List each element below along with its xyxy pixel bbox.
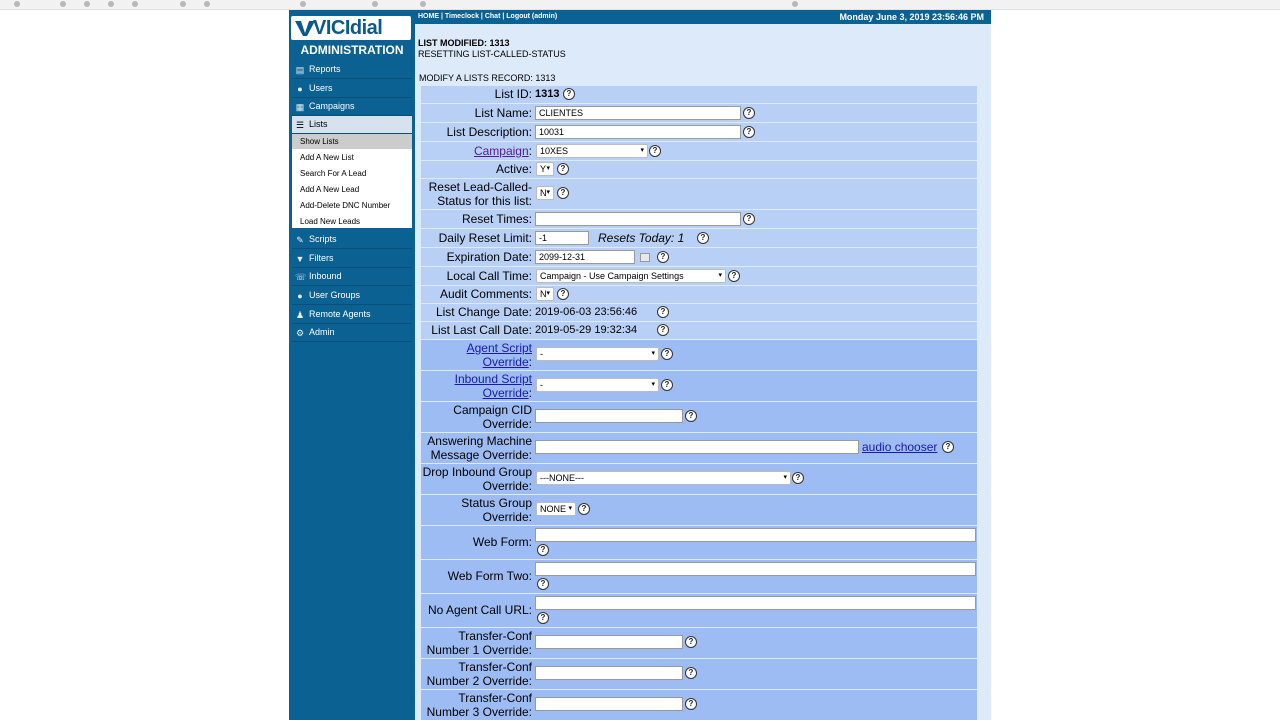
help-icon[interactable]: ? — [657, 306, 669, 318]
help-icon[interactable]: ? — [557, 288, 569, 300]
row-campaign — [421, 142, 977, 160]
browser-icon[interactable] — [14, 1, 20, 7]
help-icon[interactable]: ? — [685, 698, 697, 710]
list-description-label: List Description: — [446, 125, 532, 139]
web-form-two-input[interactable] — [535, 562, 976, 576]
row-active — [421, 161, 977, 178]
campaign-select[interactable] — [536, 144, 648, 158]
drop-inbound-group-label: Drop Inbound Group Override: — [422, 465, 532, 493]
chevron-down-icon: ▾ — [651, 381, 655, 388]
help-icon[interactable]: ? — [685, 667, 697, 679]
browser-toolbar-strip — [0, 0, 1280, 10]
help-icon[interactable]: ? — [728, 270, 740, 282]
chart-icon: ▤ — [295, 65, 305, 75]
submenu-load-new-leads[interactable]: Load New Leads — [300, 217, 361, 226]
timeclock-link[interactable]: Timeclock — [444, 13, 479, 20]
local-call-time-select-value: Campaign - Use Campaign Settings — [540, 271, 684, 281]
help-icon[interactable]: ? — [685, 636, 697, 648]
help-icon[interactable]: ? — [657, 324, 669, 336]
audit-comments-select[interactable] — [536, 287, 554, 301]
header-datetime: Monday June 3, 2019 23:56:46 PM — [839, 12, 984, 22]
link-separator: | — [478, 13, 485, 20]
row-list-last-call-date — [421, 322, 977, 339]
inbound-script-override-label: Inbound Script Override: — [454, 372, 532, 400]
gear-icon: ⚙ — [295, 328, 305, 338]
chevron-down-icon: ▾ — [651, 350, 655, 357]
row-transfer-conf-1 — [421, 628, 977, 658]
no-agent-call-url-label: No Agent Call URL: — [427, 603, 532, 617]
row-list-change-date — [421, 304, 977, 321]
sidebar-title: ADMINISTRATION — [300, 43, 404, 57]
list-name-label: List Name: — [474, 106, 532, 120]
list-last-call-date-label: List Last Call Date: — [431, 323, 532, 337]
row-audit-comments — [421, 286, 977, 303]
sidebar-item-users[interactable]: ● Users — [292, 80, 412, 98]
users-icon: ● — [297, 84, 303, 94]
transfer-conf-2-label: Transfer-Conf Number 2 Override: — [426, 660, 532, 688]
daily-reset-limit-label: Daily Reset Limit: — [438, 231, 532, 245]
link-separator: | — [500, 13, 507, 20]
calendar-icon[interactable] — [640, 253, 650, 262]
list-id-value: 1313 — [535, 88, 560, 100]
status-group-select-value: NONE — [540, 504, 567, 514]
campaigns-icon: ▦ — [295, 102, 305, 112]
submenu-search-lead[interactable]: Search For A Lead — [300, 169, 367, 178]
agent-script-select-value: - — [540, 349, 543, 359]
help-icon[interactable]: ? — [537, 544, 549, 556]
row-no-agent-call-url — [421, 594, 977, 627]
reset-lead-label: Reset Lead-Called- Status for this list: — [428, 180, 532, 208]
agent-script-link[interactable]: Agent Script Override — [466, 341, 532, 369]
logout-link[interactable]: Logout (admin) — [506, 13, 558, 20]
submenu-add-new-lead[interactable]: Add A New Lead — [300, 185, 360, 194]
reset-times-input[interactable] — [535, 212, 741, 226]
chevron-down-icon: ▾ — [783, 474, 787, 481]
help-icon[interactable]: ? — [557, 187, 569, 199]
browser-icon[interactable] — [132, 1, 138, 7]
row-local-call-time — [421, 267, 977, 285]
help-icon[interactable]: ? — [563, 88, 575, 100]
row-web-form — [421, 526, 977, 559]
audit-comments-label: Audit Comments: — [439, 287, 532, 301]
inbound-script-select-value: - — [540, 380, 543, 390]
web-form-two-label: Web Form Two: — [447, 569, 532, 583]
row-reset-times — [421, 210, 977, 228]
row-web-form-two — [421, 560, 977, 593]
campaign-label — [421, 144, 532, 158]
campaign-cid-input[interactable] — [535, 409, 683, 423]
help-icon[interactable]: ? — [657, 251, 669, 263]
browser-icon[interactable] — [792, 1, 798, 7]
sidebar-item-user-groups[interactable]: ● User Groups — [292, 287, 412, 305]
inbound-script-select[interactable] — [536, 378, 659, 392]
help-icon[interactable]: ? — [661, 379, 673, 391]
inbound-script-link[interactable]: Inbound Script Override — [454, 372, 532, 400]
campaign-cid-override-label: Campaign CID Override: — [453, 403, 532, 431]
web-form-label: Web Form: — [472, 535, 532, 549]
help-icon[interactable]: ? — [792, 472, 804, 484]
transfer-conf-1-input[interactable] — [535, 635, 683, 649]
lists-submenu — [292, 134, 412, 228]
status-group-select[interactable] — [536, 502, 576, 516]
browser-icon[interactable] — [300, 1, 306, 7]
am-message-override-label: Answering Machine Message Override: — [427, 434, 532, 462]
row-drop-inbound-group-override — [421, 464, 977, 494]
submenu-add-delete-dnc[interactable]: Add-Delete DNC Number — [300, 201, 391, 210]
sidebar-item-reports[interactable]: ▤ Reports — [292, 61, 412, 79]
help-icon[interactable]: ? — [537, 578, 549, 590]
row-expiration-date — [421, 248, 977, 266]
submenu-show-lists[interactable]: Show Lists — [292, 134, 412, 149]
transfer-conf-3-input[interactable] — [535, 697, 683, 711]
row-campaign-cid-override — [421, 402, 977, 432]
resets-today-note: Resets Today: 1 — [598, 231, 685, 245]
help-icon[interactable]: ? — [685, 410, 697, 422]
audio-chooser-link[interactable]: audio chooser — [862, 440, 938, 454]
chevron-down-icon: ▾ — [718, 272, 722, 279]
list-name-input[interactable]: CLIENTES — [535, 106, 741, 120]
sidebar-item-scripts[interactable]: ✎ Scripts — [292, 231, 412, 249]
agent-script-select[interactable] — [536, 347, 659, 361]
row-status-group-override — [421, 495, 977, 525]
active-select[interactable] — [536, 162, 554, 176]
row-am-message-override — [421, 433, 977, 463]
agent-script-override-label: Agent Script Override: — [466, 341, 532, 369]
transfer-conf-1-label: Transfer-Conf Number 1 Override: — [426, 629, 532, 657]
browser-icon[interactable] — [108, 1, 114, 7]
am-message-input[interactable] — [535, 440, 859, 454]
row-transfer-conf-2 — [421, 659, 977, 689]
local-call-time-label: Local Call Time: — [446, 269, 532, 283]
reset-lead-select-value: N — [540, 188, 547, 198]
status-group-override-label: Status Group Override: — [461, 496, 532, 524]
list-id-label: List ID: — [494, 87, 532, 101]
home-link[interactable]: HOME — [418, 13, 439, 20]
sidebar-item-campaigns[interactable]: ▦ Campaigns — [292, 98, 412, 116]
vicidial-logo-mark-icon — [295, 19, 315, 37]
expiration-date-input[interactable]: 2099-12-31 — [535, 250, 635, 264]
help-icon[interactable]: ? — [578, 503, 590, 515]
sidebar-item-lists[interactable]: ☰ Lists — [292, 116, 412, 134]
sidebar-item-inbound[interactable]: ☏ Inbound — [292, 268, 412, 286]
chevron-down-icon: ▾ — [546, 290, 550, 297]
logo-text: VICIdial — [313, 17, 383, 39]
browser-icon[interactable] — [420, 1, 426, 7]
help-icon[interactable]: ? — [743, 126, 755, 138]
row-daily-reset-limit — [421, 229, 977, 247]
chevron-down-icon: ▾ — [568, 505, 572, 512]
list-change-date-value: 2019-06-03 23:56:46 — [535, 306, 638, 318]
browser-icon[interactable] — [204, 1, 210, 7]
row-inbound-script-override — [421, 371, 977, 401]
list-last-call-date-value: 2019-05-29 19:32:34 — [535, 324, 638, 336]
campaign-link[interactable]: Campaign — [473, 144, 529, 158]
submenu-add-new-list[interactable]: Add A New List — [300, 153, 354, 162]
help-icon[interactable]: ? — [743, 213, 755, 225]
script-icon: ✎ — [296, 235, 304, 245]
row-list-id — [421, 86, 977, 103]
transfer-conf-3-label: Transfer-Conf Number 3 Override: — [426, 691, 532, 719]
record-title: MODIFY A LISTS RECORD: 1313 — [419, 73, 556, 83]
phone-icon: ☏ — [295, 272, 307, 282]
drop-inbound-group-select[interactable] — [536, 471, 791, 485]
daily-reset-limit-input[interactable]: -1 — [535, 231, 589, 245]
row-agent-script-override — [421, 340, 977, 370]
drop-inbound-group-select-value: ---NONE--- — [540, 473, 584, 483]
audit-comments-select-value: N — [540, 289, 547, 299]
campaign-select-value: 10XES — [540, 146, 569, 156]
active-label: Active: — [495, 162, 532, 176]
link-separator: | — [439, 13, 445, 20]
row-list-name — [421, 104, 977, 122]
no-agent-call-url-input[interactable] — [535, 596, 976, 610]
list-icon: ☰ — [295, 120, 305, 130]
list-description-input[interactable]: 10031 — [535, 125, 741, 139]
help-icon[interactable]: ? — [649, 145, 661, 157]
reset-times-label: Reset Times: — [461, 212, 532, 226]
browser-icon[interactable] — [60, 1, 66, 7]
notice-text: RESETTING LIST-CALLED-STATUS — [418, 49, 566, 59]
browser-icon[interactable] — [372, 1, 378, 7]
help-icon[interactable]: ? — [697, 232, 709, 244]
row-reset-lead-called-status — [421, 179, 977, 209]
help-icon[interactable]: ? — [942, 441, 954, 453]
help-icon[interactable]: ? — [537, 612, 549, 624]
browser-icon[interactable] — [180, 1, 186, 7]
notice-title: LIST MODIFIED: 1313 — [418, 38, 510, 48]
filter-icon: ▼ — [295, 254, 305, 264]
reset-lead-select[interactable] — [536, 186, 554, 200]
row-list-description — [421, 123, 977, 141]
chevron-down-icon: ▾ — [546, 189, 550, 196]
help-icon[interactable]: ? — [557, 163, 569, 175]
active-select-value: Y — [540, 164, 547, 174]
groups-icon: ● — [297, 291, 303, 301]
help-icon[interactable]: ? — [743, 107, 755, 119]
help-icon[interactable]: ? — [661, 348, 673, 360]
browser-icon[interactable] — [84, 1, 90, 7]
campaign-colon: : — [528, 144, 532, 158]
local-call-time-select[interactable] — [536, 269, 726, 283]
row-transfer-conf-3 — [421, 690, 977, 720]
sidebar-item-remote-agents[interactable]: ♟ Remote Agents — [292, 306, 412, 324]
chat-link[interactable]: Chat — [484, 13, 501, 20]
transfer-conf-2-input[interactable] — [535, 666, 683, 680]
list-change-date-label: List Change Date: — [435, 305, 532, 319]
web-form-input[interactable] — [535, 528, 976, 542]
expiration-date-label: Expiration Date: — [446, 250, 532, 264]
top-links — [418, 10, 557, 24]
chevron-down-icon: ▾ — [640, 147, 644, 154]
sidebar-item-admin[interactable]: ⚙ Admin — [292, 324, 412, 342]
chevron-down-icon: ▾ — [546, 165, 550, 172]
vicidial-logo[interactable] — [291, 16, 411, 40]
agent-icon: ♟ — [295, 310, 305, 320]
sidebar-item-filters[interactable]: ▼ Filters — [292, 250, 412, 268]
